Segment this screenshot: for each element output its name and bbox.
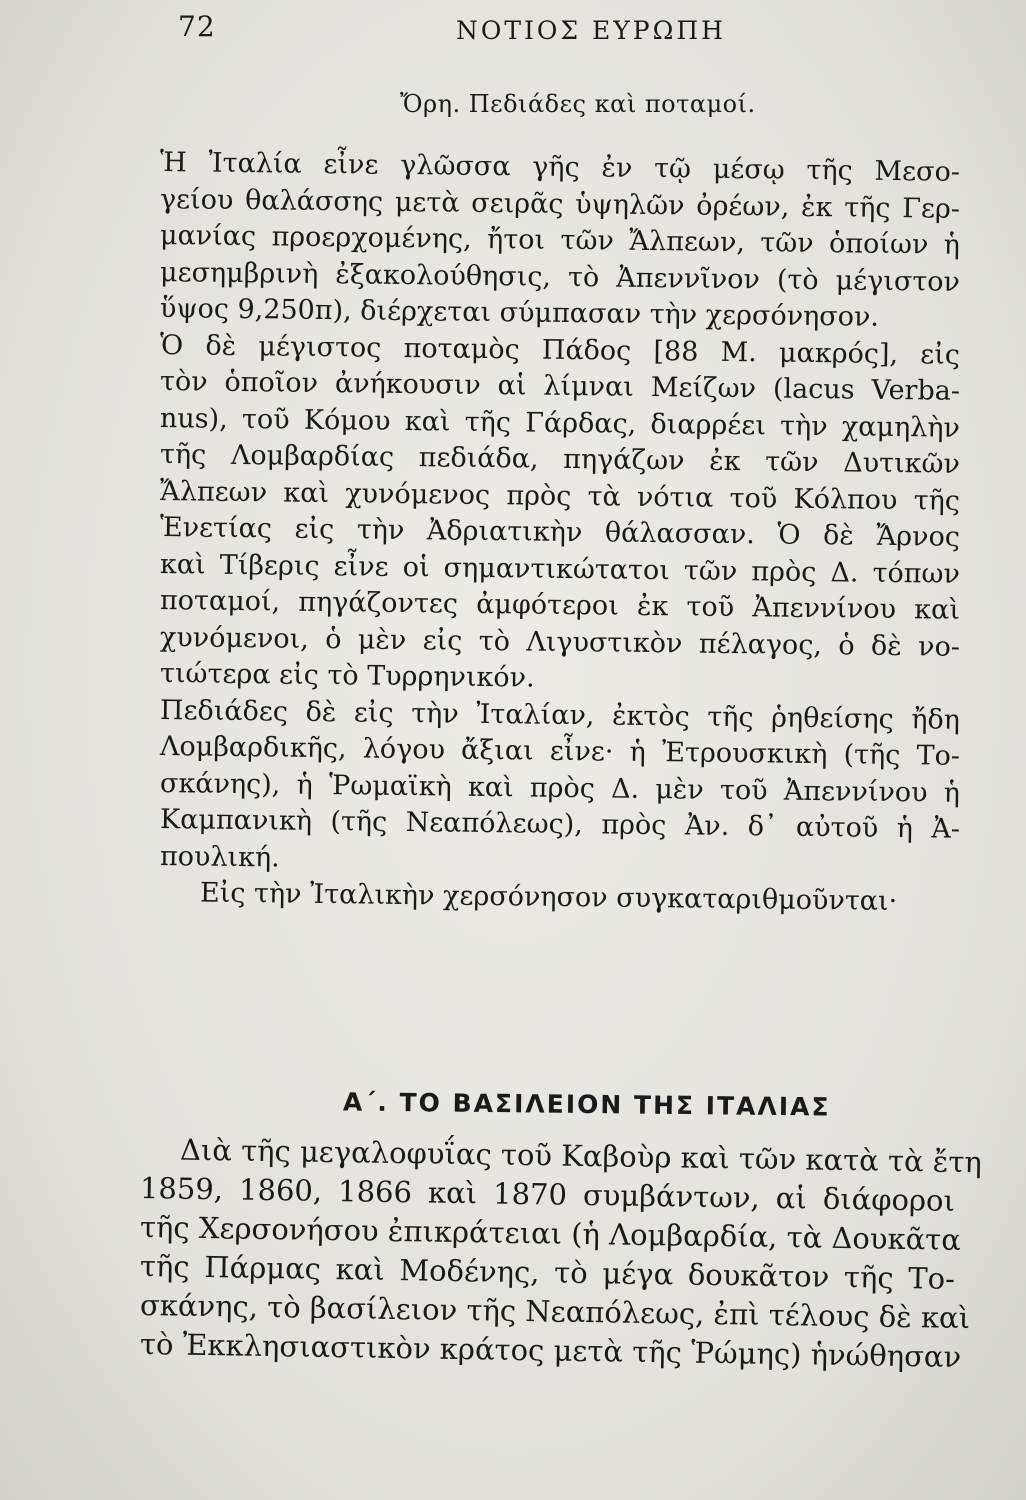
text-line: μεσημβρινὴ ἐξακολούθησις, τὸ Ἀπεννῖνον (τὸ μέγιστον	[159, 256, 961, 298]
body-text-section-1	[159, 145, 961, 918]
text-line: ὕψος 9,250π), διέρχεται σύμπασαν τὴν χερσόνησον.	[159, 293, 880, 333]
text-line: Ὁ δὲ μέγιστος ποταμὸς Πάδος [88 Μ. μακρός], εἰς	[159, 329, 961, 371]
text-line: ποταμοί, πηγάζοντες ἀμφότεροι ἐκ τοῦ Ἀπεννίνου καὶ	[159, 585, 961, 626]
text-line: Εἰς τὴν Ἰταλικὴν χερσόνησον συγκαταριθμοῦνται·	[199, 877, 898, 918]
text-line: γείου θαλάσσης μετὰ σειρᾶς ὑψηλῶν ὀρέων, ἐκ τῆς Γερ-	[159, 183, 961, 225]
chapter-title: Α΄. ΤΟ ΒΑΣΙΛΕΙΟΝ ΤΗΣ ΙΤΑΛΙΑΣ	[342, 1087, 831, 1122]
text-line: τῆς Πάρμας καὶ Μοδένης, τὸ μέγα δουκᾶτον τῆς Το-	[139, 1249, 956, 1296]
text-line: τιώτερα εἰς τὸ Τυρρηνικόν.	[159, 658, 535, 694]
text-line: τὸν ὁποῖον ἀνήκουσιν αἱ λίμναι Μείζων (lacus Verba-	[159, 366, 961, 407]
text-line: Καμπανικὴ (τῆς Νεαπόλεως), πρὸς Ἀν. δ᾽ αὐτοῦ ἡ Ἀ-	[159, 804, 961, 845]
page-number: 72	[178, 10, 216, 43]
running-head	[178, 10, 978, 50]
text-line: Ἡ Ἰταλία εἶνε γλῶσσα γῆς ἐν τῷ μέσῳ τῆς Μεσο-	[159, 147, 961, 188]
text-line: τὸ Ἐκκλησιαστικὸν κράτος μετὰ τῆς Ῥώμης) ἡνώθησαν	[139, 1327, 962, 1374]
text-line: Λομβαρδικῆς, λόγου ἄξιαι εἶνε· ἡ Ἐτρουσκικὴ (τῆς Το-	[159, 731, 961, 772]
text-line: τῆς Χερσονήσου ἐπικράτειαι (ἡ Λομβαρδία, τὰ Δουκᾶτα	[139, 1210, 962, 1257]
text-line: χυνόμενοι, ὁ μὲν εἰς τὸ Λιγυστικὸν πέλαγος, ὁ δὲ νο-	[159, 621, 961, 663]
text-line: Ἄλπεων καὶ χυνόμενος πρὸς τὰ νότια τοῦ Κόλπου τῆς	[159, 475, 961, 517]
text-line: Ἑνετίας εἰς τὴν Ἀδριατικὴν θάλασσαν. Ὁ δὲ Ἄρνος	[159, 512, 961, 553]
text-line: καὶ Τίβερις εἶνε οἱ σημαντικώτατοι τῶν πρὸς Δ. τόπων	[159, 548, 961, 590]
text-line: nus), τοῦ Κόμου καὶ τῆς Γάρδας, διαρρέει τὴν χαμηλὴν	[159, 402, 961, 444]
text-line: σκάνης), ἡ Ῥωμαϊκὴ καὶ πρὸς Δ. μὲν τοῦ Ἀπεννίνου ἡ	[159, 767, 961, 809]
body-text-section-2	[139, 1130, 983, 1374]
text-line: Διὰ τῆς μεγαλοφυΐας τοῦ Καβοὺρ καὶ τῶν κατὰ τὰ ἔτη	[179, 1132, 983, 1180]
text-line: σκάνης, τὸ βασίλειον τῆς Νεαπόλεως, ἐπὶ τέλους δὲ καὶ	[139, 1288, 971, 1336]
text-line: τῆς Λομβαρδίας πεδιάδα, πηγάζων ἐκ τῶν Δυτικῶν	[159, 439, 961, 480]
text-line: πουλική.	[159, 840, 280, 873]
running-title: ΝΟΤΙΟΣ ΕΥΡΩΠΗ	[456, 16, 726, 45]
section-heading: Ὄρη. Πεδιάδες καὶ ποταμοί.	[400, 90, 756, 118]
text-line: μανίας προερχομένης, ἤτοι τῶν Ἄλπεων, τῶν ὁποίων ἡ	[159, 220, 961, 261]
text-line: 1859, 1860, 1866 καὶ 1870 συμβάντων, αἱ διάφοροι	[139, 1171, 956, 1218]
text-line: Πεδιάδες δὲ εἰς τὴν Ἰταλίαν, ἐκτὸς τῆς ῥηθείσης ἤδη	[159, 694, 961, 736]
